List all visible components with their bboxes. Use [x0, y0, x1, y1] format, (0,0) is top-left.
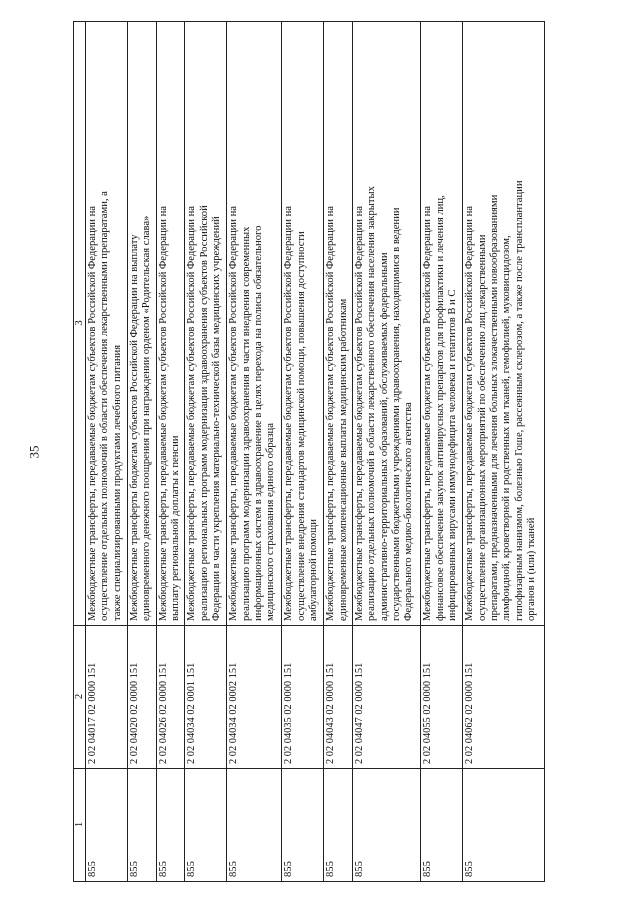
admin-code-cell: 855	[227, 769, 282, 882]
description-cell	[185, 22, 227, 626]
description-line: Межбюджетные трансферты, передаваемые бюджетам субъектов Российской Федерации на	[186, 206, 198, 621]
description-cell	[156, 22, 185, 626]
admin-code-cell: 855	[156, 769, 185, 882]
column-header: 3	[74, 22, 86, 626]
description-line: Межбюджетные трансферты, передаваемые бюджетам субъектов Российской Федерации на	[422, 206, 434, 621]
admin-code-cell: 855	[324, 769, 353, 882]
description-line: административно-территориальных образований, обслуживаемых федеральными	[378, 252, 390, 621]
admin-code-cell: 855	[463, 769, 545, 882]
admin-code-cell: 855	[282, 769, 324, 882]
description-line: Федерации в части укрепления материально-технической базы медицинских учреждений	[211, 216, 223, 621]
description-cell	[282, 22, 324, 626]
table-row	[463, 22, 545, 882]
description-line: Межбюджетные трансферты, передаваемые бюджетам субъектов Российской Федерации на	[464, 206, 476, 621]
page-number: 35	[26, 445, 42, 459]
description-cell	[127, 22, 156, 626]
description-line: финансовое обеспечение закупок антивирусных препаратов для профилактики и лечения лиц,	[434, 195, 446, 621]
description-line: осуществление внедрения стандартов медицинской помощи, повышения доступности	[295, 231, 307, 621]
description-line: информационных систем в здравоохранение в целях перехода на полисы обязательного	[252, 225, 264, 621]
table-row	[324, 22, 353, 882]
budget-code-cell: 2 02 04034 02 0001 151	[185, 626, 227, 769]
description-line: инфицированных вирусами иммунодефицита человека и гепатитов В и С	[447, 289, 459, 621]
description-line: единовременные компенсационные выплаты медицинским работникам	[337, 298, 349, 621]
description-line: органов и (или) тканей	[526, 517, 538, 621]
description-line: осуществление организационных мероприятий по обеспечению лиц лекарственными	[476, 234, 488, 621]
budget-code-cell: 2 02 04034 02 0002 151	[227, 626, 282, 769]
description-line: Межбюджетные трансферты бюджетам субъектов Российской Федерации на выплату	[128, 234, 140, 621]
description-line: Межбюджетные трансферты, передаваемые бюджетам субъектов Российской Федерации на	[228, 206, 240, 621]
description-cell	[463, 22, 545, 626]
admin-code-cell: 855	[86, 769, 128, 882]
description-line: реализацию программ модернизации здравоохранения в части внедрения современных	[240, 226, 252, 621]
description-cell	[352, 22, 420, 626]
description-line: гипофизарным нанизмом, болезнью Гоше, рассеянным склерозом, а также после трансплантации	[513, 180, 525, 621]
table-row	[86, 22, 128, 882]
description-line: осуществление отдельных полномочий в области обеспечения лекарственными препаратами, а	[99, 191, 111, 621]
description-line: единовременного денежного поощрения при награждении орденом «Родительская слава»	[141, 215, 153, 621]
description-line: также специализированными продуктами лечебного питания	[111, 344, 123, 621]
description-line: препаратами, предназначенными для лечения больных злокачественными новообразованиями	[489, 194, 501, 621]
description-line: амбулаторной помощи	[308, 519, 320, 621]
budget-code-cell: 2 02 04043 02 0000 151	[324, 626, 353, 769]
description-line: Межбюджетные трансферты, передаваемые бюджетам субъектов Российской Федерации на	[283, 206, 295, 621]
budget-code-cell: 2 02 04035 02 0000 151	[282, 626, 324, 769]
description-cell	[86, 22, 128, 626]
description-line: реализацию региональных программ модернизации здравоохранения субъектов Российской	[198, 205, 210, 621]
table-row	[156, 22, 185, 882]
table-row	[421, 22, 463, 882]
description-cell	[324, 22, 353, 626]
description-line: Федерального медико-биологического агентства	[403, 402, 415, 621]
description-line: Межбюджетные трансферты, передаваемые бюджетам субъектов Российской Федерации на	[353, 206, 365, 621]
budget-code-cell: 2 02 04017 02 0000 151	[86, 626, 128, 769]
budget-code-cell: 2 02 04055 02 0000 151	[421, 626, 463, 769]
rotated-table-container	[73, 22, 545, 882]
description-line: лимфоидной, кроветворной и родственных им тканей, гемофилией, муковисцидозом,	[501, 235, 513, 621]
admin-code-cell: 855	[127, 769, 156, 882]
description-line: государственными бюджетными учреждениями здравоохранения, находящимися в ведении	[391, 207, 403, 621]
table-row	[227, 22, 282, 882]
budget-code-cell: 2 02 04020 02 0000 151	[127, 626, 156, 769]
description-cell	[227, 22, 282, 626]
description-line: реализацию отдельных полномочий в области лекарственного обеспечения населения закрытых	[366, 186, 378, 621]
description-line: Межбюджетные трансферты, передаваемые бюджетам субъектов Российской Федерации на	[87, 206, 98, 621]
table-row	[127, 22, 156, 882]
description-line: выплату региональной доплаты к пенсии	[169, 435, 181, 621]
table-row	[352, 22, 420, 882]
budget-code-cell: 2 02 04047 02 0000 151	[352, 626, 420, 769]
budget-code-cell: 2 02 04026 02 0000 151	[156, 626, 185, 769]
description-line: Межбюджетные трансферты, передаваемые бюджетам субъектов Российской Федерации на	[325, 206, 337, 621]
admin-code-cell: 855	[421, 769, 463, 882]
table-row	[282, 22, 324, 882]
table-row	[185, 22, 227, 882]
table-header-row	[74, 22, 86, 882]
admin-code-cell: 855	[352, 769, 420, 882]
column-header: 2	[74, 626, 86, 769]
column-header: 1	[74, 769, 86, 882]
description-line: медицинского страхования единого образца	[265, 423, 277, 621]
description-cell	[421, 22, 463, 626]
budget-code-cell: 2 02 04062 02 0000 151	[463, 626, 545, 769]
description-line: Межбюджетные трансферты, передаваемые бюджетам субъектов Российской Федерации на	[157, 206, 169, 621]
admin-code-cell: 855	[185, 769, 227, 882]
document-table	[73, 21, 545, 882]
